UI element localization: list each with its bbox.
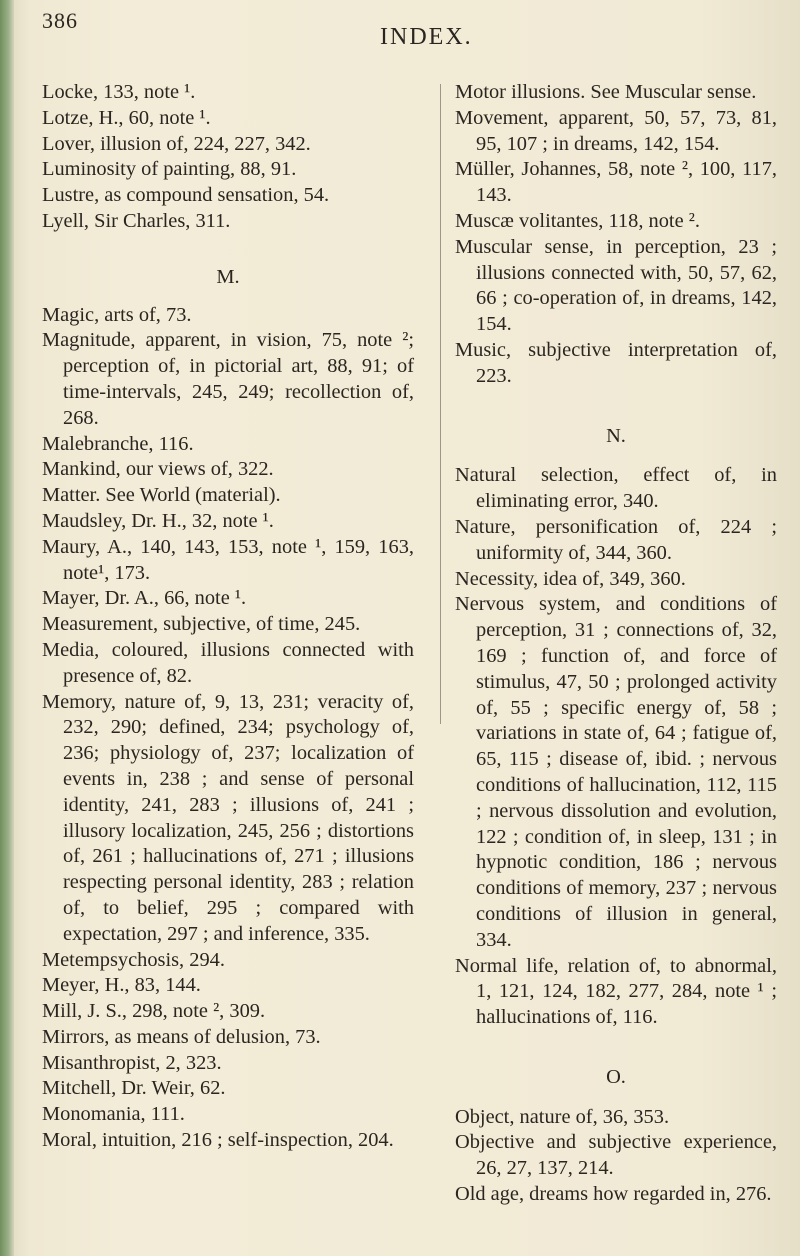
column-divider bbox=[440, 84, 441, 724]
index-entry: Mayer, Dr. A., 66, note ¹. bbox=[42, 587, 247, 610]
index-entry: Locke, 133, note ¹. bbox=[42, 81, 196, 103]
index-entry: Motor illusions. See Muscular sense. bbox=[455, 81, 757, 103]
index-entry: Media, coloured, illusions connected with presence of, 82. bbox=[42, 638, 414, 687]
index-entry: Lustre, as compound sensation, 54. bbox=[42, 184, 330, 207]
index-entry: Misanthropist, 2, 323. bbox=[42, 1051, 222, 1074]
section-letter-m: M. bbox=[216, 265, 240, 288]
index-entry: Old age, dreams how regarded in, 276. bbox=[455, 1183, 772, 1206]
index-entry: Objective and subjective experience, 26, 27, 137, 214. bbox=[455, 1131, 777, 1180]
index-entry: Malebranche, 116. bbox=[42, 432, 194, 455]
section-letter-o: O. bbox=[606, 1065, 626, 1088]
index-column-left bbox=[42, 80, 414, 1154]
index-entry: Luminosity of painting, 88, 91. bbox=[42, 158, 297, 181]
page-number: 386 bbox=[42, 8, 78, 33]
index-entry: Matter. See World (material). bbox=[42, 484, 281, 507]
index-entry: Nature, personification of, 224 ; uniformity of, 344, 360. bbox=[455, 515, 777, 564]
index-entry: Magnitude, apparent, in vision, 75, note ²; perception of, in pictorial art, 88, 91; of time-intervals, 245, 249; recollection of, 268. bbox=[42, 329, 414, 429]
index-entry: Normal life, relation of, to abnormal, 1, 121, 124, 182, 277, 284, note ¹ ; hallucinations of, 116. bbox=[455, 954, 777, 1029]
index-entry: Natural selection, effect of, in eliminating error, 340. bbox=[455, 464, 777, 513]
index-entry: Moral, intuition, 216 ; self-inspection, 204. bbox=[42, 1129, 394, 1152]
index-entry: Necessity, idea of, 349, 360. bbox=[455, 567, 686, 590]
index-entry: Monomania, 111. bbox=[42, 1103, 185, 1126]
index-entry: Lover, illusion of, 224, 227, 342. bbox=[42, 132, 311, 155]
section-letter-n: N. bbox=[606, 424, 626, 447]
index-entry: Mill, J. S., 298, note ², 309. bbox=[42, 1000, 266, 1023]
index-entry: Mirrors, as means of delusion, 73. bbox=[42, 1025, 321, 1048]
index-entry: Meyer, H., 83, 144. bbox=[42, 974, 201, 997]
book-binding-edge bbox=[0, 0, 14, 1256]
index-entry: Müller, Johannes, 58, note ², 100, 117, 143. bbox=[455, 158, 777, 207]
index-entry: Mitchell, Dr. Weir, 62. bbox=[42, 1077, 226, 1100]
index-entry: Movement, apparent, 50, 57, 73, 81, 95, 107 ; in dreams, 142, 154. bbox=[455, 106, 777, 155]
index-entry: Maudsley, Dr. H., 32, note ¹. bbox=[42, 509, 274, 532]
index-entry: Metempsychosis, 294. bbox=[42, 948, 225, 971]
index-entry: Muscular sense, in perception, 23 ; illusions connected with, 50, 57, 62, 66 ; co-operation of, in dreams, 142, 154. bbox=[455, 235, 777, 336]
index-entry: Mankind, our views of, 322. bbox=[42, 458, 274, 481]
index-entry: Lotze, H., 60, note ¹. bbox=[42, 106, 211, 129]
index-entry: Nervous system, and conditions of perception, 31 ; connections of, 32, 169 ; function of, and force of stimulus, 47, 50 ; prolonged activity of, 55 ; specific energy of, 58 ; variations in state of, 64 ; fatigue of, 65, 115 ; disease of, ibid. ; nervous conditions of hallucination, 112, 115 ; nervous dissolution and evolution, 122 ; condition of, in sleep, 131 ; in hypnotic condition, 186 ; nervous conditions of memory, 237 ; nervous conditions of illusion in general, 334. bbox=[455, 593, 777, 951]
index-entry: Muscæ volitantes, 118, note ². bbox=[455, 209, 700, 232]
index-entry: Magic, arts of, 73. bbox=[42, 303, 192, 326]
running-head: INDEX. bbox=[380, 24, 473, 50]
index-entry: Measurement, subjective, of time, 245. bbox=[42, 613, 361, 636]
index-entry: Lyell, Sir Charles, 311. bbox=[42, 209, 231, 232]
index-column-right bbox=[455, 80, 777, 1208]
index-entry: Maury, A., 140, 143, 153, note ¹, 159, 163, note¹, 173. bbox=[42, 535, 414, 584]
index-entry: Memory, nature of, 9, 13, 231; veracity of, 232, 290; defined, 234; psychology of, 236; physiology of, 237; localization of events in, 238 ; and sense of personal identity, 241, 283 ; illusions of, 241 ; illusory localization, 245, 256 ; distortions of, 261 ; hallucinations of, 271 ; illusions respecting personal identity, 283 ; relation of, to belief, 295 ; compared with expectation, 297 ; and inference, 335. bbox=[42, 690, 414, 945]
index-entry: Music, subjective interpretation of, 223. bbox=[455, 338, 777, 387]
index-entry: Object, nature of, 36, 353. bbox=[455, 1105, 670, 1128]
